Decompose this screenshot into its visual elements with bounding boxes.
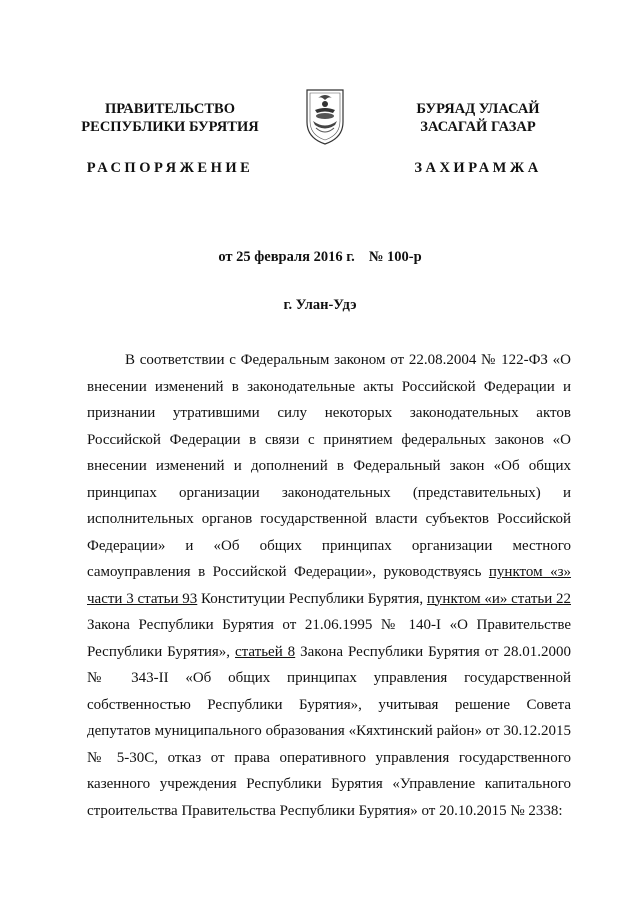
gov-name-bua-line1: БУРЯАД УЛАСАЙ [416, 101, 540, 117]
link-law-140-article-22[interactable]: пунктом «и» статьи 22 [426, 590, 571, 607]
doc-type-ru: РАСПОРЯЖЕНИЕ [86, 160, 254, 176]
document-date-line [0, 249, 640, 266]
body-paragraph [87, 347, 571, 824]
link-constitution-article-93[interactable]: пунктом «з» части 3 статьи 93 [87, 564, 572, 607]
header-left [70, 100, 270, 177]
document-date: от 25 февраля 2016 г. [218, 249, 355, 265]
link-law-343-article-8[interactable]: статьей 8 [235, 643, 296, 660]
body-text-4: Закона Республики Бурятия от 28.01.2000 № 343-II «Об общих принципах управления государственной собственностью Республики Бурятия», учитывая решение Совета депутатов муниципального образования «Кяхтинский район» от 30.12.2015 № 5-30С, отказ от права оперативного управления государственного казенного учреждения Республики Бурятия «Управление капитального строительства Правительства Республики Бурятия» от 20.10.2015 № 2338: [87, 643, 571, 819]
doc-type-bua: ЗАХИРАМЖА [414, 160, 542, 176]
gov-name-ru-line2: РЕСПУБЛИКИ БУРЯТИЯ [81, 119, 259, 135]
gov-name-bua-line2: ЗАСАГАЙ ГАЗАР [420, 119, 536, 135]
body-text-2: Конституции Республики Бурятия, [197, 590, 427, 607]
document-city: г. Улан-Удэ [283, 297, 357, 313]
body-text-3: Закона Республики Бурятия от 21.06.1995 № 140-I «О Правительстве Республики Бурятия», [87, 617, 571, 660]
header-right [378, 100, 578, 177]
body-text-1: В соответствии с Федеральным законом от 22.08.2004 № 122-ФЗ «О внесении изменений в законодательные акты Российской Федерации и признании утратившими силу некоторых законодательных актов Российской Федерации в связи с принятием федеральных законов «О внесении изменений и дополнений в Федеральный закон «Об общих принципах организации законодательных (представительных) и исполнительных органов государственной власти субъектов Российской Федерации» и «Об общих принципах организации местного самоуправления в Российской Федерации», руководствуясь [87, 352, 571, 580]
document-number: № 100-р [368, 249, 422, 265]
gov-name-ru-line1: ПРАВИТЕЛЬСТВО [105, 101, 235, 117]
coat-of-arms-icon [302, 86, 348, 146]
